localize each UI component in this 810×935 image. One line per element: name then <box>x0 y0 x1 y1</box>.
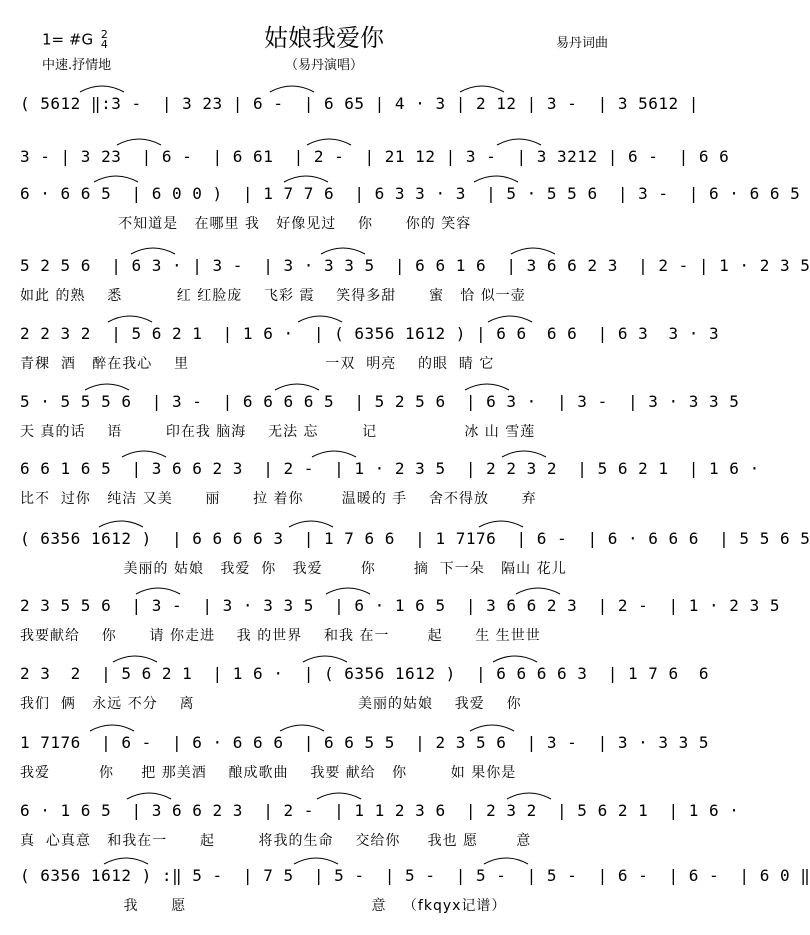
key-label: 1= #G <box>42 30 94 49</box>
lyric-line: 我要献给 你 请 你走进 我 的世界 和我 在一 起 生 生世世 <box>20 628 541 644</box>
note-line: 3 - | 3 23 | 6 - | 6 61 | 2 - | 21 12 | 3 - | 3 3212 | 6 - | 6 6 <box>20 147 730 166</box>
note-line: 6 6 1 6 5 | 3 6 6 2 3 | 2 - | 1 · 2 3 5 | 2 2 3 2 | 5 6 2 1 | 1 6 · <box>20 459 760 478</box>
tempo-marking: 中速.抒情地 <box>42 58 112 73</box>
lyric-line: 如此 的熟 悉 红 红脸庞 飞彩 霞 笑得多甜 蜜 恰 似一壶 <box>20 288 526 304</box>
lyric-line: 我们 俩 永远 不分 离 美丽的姑娘 我爱 你 <box>20 696 522 712</box>
score-line <box>20 320 720 384</box>
song-title: 姑娘我爱你 <box>264 24 384 52</box>
score-line <box>20 729 710 793</box>
score-line <box>20 592 780 656</box>
lyricist-composer: 易丹词曲 <box>555 36 608 51</box>
note-line: 6 · 1 6 5 | 3 6 6 2 3 | 2 - | 1 1 2 3 6 | 2 3 2 | 5 6 2 1 | 1 6 · <box>20 801 740 820</box>
note-line: 2 3 5 5 6 | 3 - | 3 · 3 3 5 | 6 · 1 6 5 | 3 6 6 2 3 | 2 - | 1 · 2 3 5 <box>20 596 780 615</box>
score-line <box>20 180 801 244</box>
score-line <box>20 862 810 926</box>
note-line: ( 6356 1612 ) :‖ 5 - | 7 5 | 5 - | 5 - | 5 - | 5 - | 6 - | 6 - | 6 0 ‖ <box>20 866 810 885</box>
lyric-line: 真 心真意 和我在一 起 将我的生命 交给你 我也 愿 意 <box>20 833 532 849</box>
lyric-line: 不知道是 在哪里 我 好像见过 你 你的 笑容 <box>20 216 472 232</box>
score-line <box>20 525 810 589</box>
lyric-line: 我 愿 意 （fkqyx记谱） <box>20 898 507 914</box>
note-line: 2 3 2 | 5 6 2 1 | 1 6 · | ( 6356 1612 ) | 6 6 6 6 3 | 1 7 6 6 <box>20 664 710 683</box>
note-line: 6 · 6 6 5 | 6 0 0 ) | 1 7 7 6 | 6 3 3 · 3 | 5 · 5 5 6 | 3 - | 6 · 6 6 5 <box>20 184 801 203</box>
note-line: 5 2 5 6 | 6 3 · | 3 - | 3 · 3 3 5 | 6 6 1 6 | 3 6 6 2 3 | 2 - | 1 · 2 3 5 <box>20 256 810 275</box>
score-line <box>20 252 810 316</box>
note-line: 5 · 5 5 5 6 | 3 - | 6 6 6 6 5 | 5 2 5 6 | 6 3 · | 3 - | 3 · 3 3 5 <box>20 392 740 411</box>
score-line <box>20 388 740 452</box>
singer-credit: （易丹演唱） <box>284 58 363 73</box>
lyric-line: 青稞 酒 醉在我心 里 一双 明亮 的眼 睛 它 <box>20 356 495 372</box>
note-line: 2 2 3 2 | 5 6 2 1 | 1 6 · | ( 6356 1612 ) | 6 6 6 6 | 6 3 3 · 3 <box>20 324 720 343</box>
score-line <box>20 660 710 724</box>
lyric-line: 我爱 你 把 那美酒 酿成歌曲 我要 献给 你 如 果你是 <box>20 765 517 781</box>
lyric-line: 美丽的 姑娘 我爱 你 我爱 你 摘 下一朵 隔山 花儿 <box>20 561 567 577</box>
note-line: ( 6356 1612 ) | 6 6 6 6 3 | 1 7 6 6 | 1 7176 | 6 - | 6 · 6 6 6 | 5 5 6 5 <box>20 529 810 548</box>
note-line: ( 5612 ‖:3 - | 3 23 | 6 - | 6 65 | 4 · 3 | 2 12 | 3 - | 3 5612 | <box>20 94 699 113</box>
time-sig-top: 2 <box>100 28 108 41</box>
lyric-line: 比不 过你 纯洁 又美 丽 拉 着你 温暖的 手 舍不得放 弃 <box>20 491 537 507</box>
time-sig-bottom: 4 <box>100 38 108 51</box>
score-line <box>20 455 760 519</box>
note-line: 1 7176 | 6 - | 6 · 6 6 6 | 6 6 5 5 | 2 3 5 6 | 3 - | 3 · 3 3 5 <box>20 733 710 752</box>
lyric-line: 天 真的话 语 印在我 脑海 无法 忘 记 冰 山 雪莲 <box>20 424 536 440</box>
